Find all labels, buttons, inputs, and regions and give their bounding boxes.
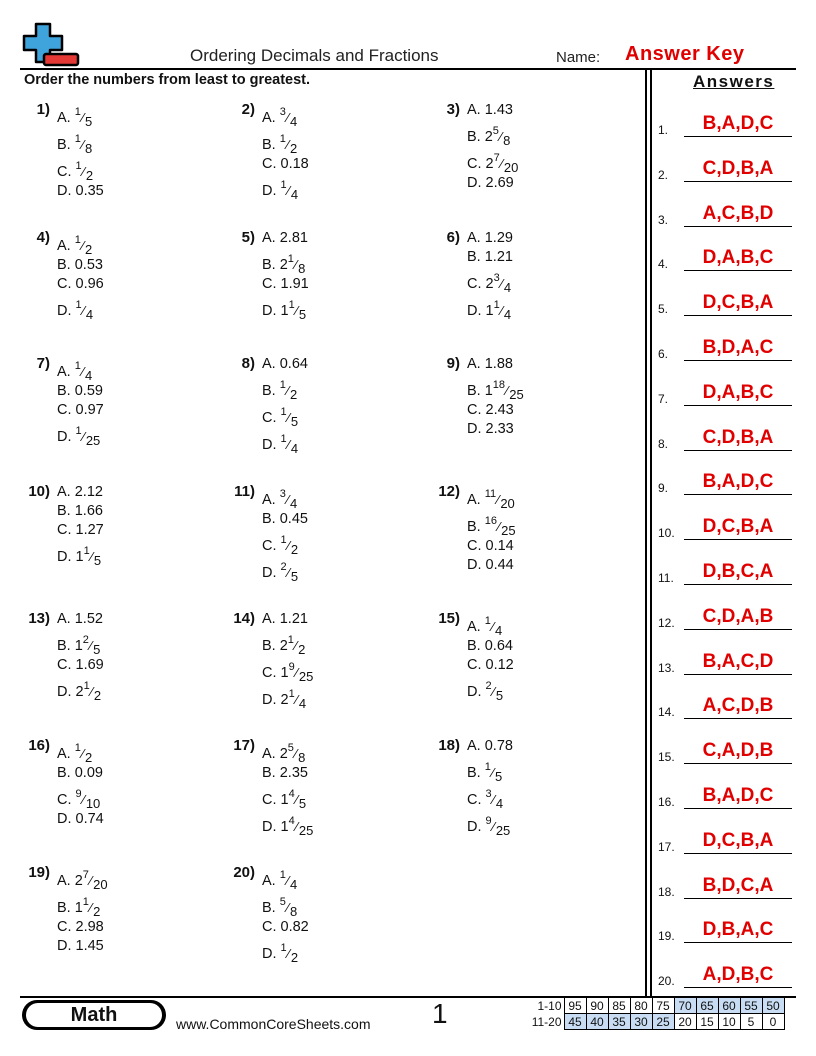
score-cell: 85 [608, 998, 630, 1014]
answer-line [684, 584, 792, 585]
score-cell: 40 [586, 1014, 608, 1030]
problem-number: 12) [438, 483, 460, 500]
problem-option: C. $^1⁄_5$ [262, 406, 299, 429]
problem-option: B. 0.64 [467, 638, 513, 654]
answer-number: 2. [658, 167, 669, 182]
answer-row [658, 785, 792, 809]
subject-label: Math [26, 1003, 162, 1027]
problem-option: C. 2.98 [57, 919, 104, 935]
problem-option: D. $1^4⁄_{25}$ [262, 815, 314, 838]
score-cell: 15 [696, 1014, 718, 1030]
answer-line [684, 360, 792, 361]
problem-option: D. 1.45 [57, 938, 104, 954]
problem-option: A. $^1⁄_4$ [467, 615, 503, 638]
answer-value: D,A,B,C [702, 381, 774, 403]
problem-number: 18) [438, 737, 460, 754]
problem-option: A. $2^5⁄_8$ [262, 742, 306, 765]
answer-row [658, 651, 792, 675]
answer-line [684, 181, 792, 182]
problem-number: 14) [233, 610, 255, 627]
name-label: Name: [556, 49, 601, 66]
score-cell: 75 [652, 998, 674, 1014]
problem-option: D. $^1⁄_{25}$ [57, 425, 101, 448]
answer-line [684, 315, 792, 316]
problem-option: B. $^{16}⁄_{25}$ [467, 515, 516, 538]
answer-row [658, 740, 792, 764]
problem-option: C. 0.18 [262, 156, 309, 172]
problem-option: D. 2.33 [467, 421, 514, 437]
answer-number: 15. [658, 750, 675, 765]
answer-number: 18. [658, 884, 675, 899]
answer-row [658, 875, 792, 899]
problem-option: D. $^1⁄_2$ [262, 942, 299, 965]
problem-option: B. $^5⁄_8$ [262, 896, 298, 919]
problem-option: A. $^3⁄_4$ [262, 106, 298, 129]
problem-option: B. $2^1⁄_2$ [262, 634, 306, 657]
score-cell: 80 [630, 998, 652, 1014]
answer-number: 12. [658, 615, 675, 630]
answer-value: D,C,B,A [702, 829, 774, 851]
problem-option: A. 2.81 [262, 230, 308, 246]
score-cell: 55 [740, 998, 762, 1014]
problem-option: D. $^1⁄_4$ [57, 299, 94, 322]
problem-option: D. 2.69 [467, 175, 514, 191]
answer-value: D,B,C,A [702, 561, 774, 582]
answer-number: 5. [658, 302, 669, 317]
score-cell: 20 [674, 1014, 696, 1030]
problem-number: 4) [36, 229, 50, 246]
problem-option: D. $^2⁄_5$ [467, 680, 504, 703]
problem-option: A. $^3⁄_4$ [262, 488, 298, 511]
answer-column-divider [645, 70, 647, 996]
answer-value: C,D,B,A [702, 157, 774, 179]
problem-number: 8) [241, 355, 255, 372]
answer-row [658, 203, 792, 227]
answer-line [684, 629, 792, 630]
answer-number: 3. [658, 212, 669, 227]
answer-number: 13. [658, 660, 675, 675]
answer-number: 19. [658, 929, 675, 944]
problem-option: A. 1.29 [467, 230, 513, 246]
answer-line [684, 674, 792, 675]
answer-line [684, 226, 792, 227]
problem-option: C. 1.69 [57, 657, 104, 673]
score-cell: 5 [740, 1014, 762, 1030]
problem-option: B. $^1⁄_5$ [467, 761, 503, 784]
answer-row [658, 919, 792, 943]
problem-option: C. $1^4⁄_5$ [262, 788, 307, 811]
answer-line [684, 898, 792, 899]
problem-option: A. 1.52 [57, 611, 103, 627]
problem-number: 17) [233, 737, 255, 754]
score-row-label: 11-20 [531, 1014, 562, 1029]
answer-value: B,A,C,D [702, 650, 774, 672]
problem-option: C. $2^3⁄_4$ [467, 272, 512, 295]
answer-number: 11. [658, 571, 674, 585]
answer-number: 10. [658, 526, 675, 541]
answer-value: B,D,A,C [702, 337, 774, 358]
score-cell: 30 [630, 1014, 652, 1030]
answer-line [684, 494, 792, 495]
score-cell: 95 [564, 998, 586, 1014]
problem-option: C. $2^7⁄_{20}$ [467, 152, 519, 175]
answers-heading: Answers [693, 72, 775, 91]
answer-line [684, 987, 792, 988]
plus-minus-logo-icon [22, 22, 80, 68]
problem-number: 20) [233, 864, 255, 881]
answer-row [658, 337, 792, 361]
answer-row [658, 964, 792, 988]
instructions: Order the numbers from least to greatest. [24, 72, 311, 88]
problem-option: A. $2^7⁄_{20}$ [57, 869, 108, 892]
answer-value: D,B,A,C [702, 919, 774, 941]
problem-option: D. $1^1⁄_5$ [57, 545, 102, 568]
problem-option: B. 2.35 [262, 765, 308, 781]
answer-row [658, 606, 792, 630]
problem-option: D. 0.35 [57, 183, 104, 199]
problem-option: D. $2^1⁄_2$ [57, 680, 102, 703]
problem-option: A. 1.88 [467, 356, 513, 372]
answer-number: 17. [658, 839, 675, 854]
worksheet-title: Ordering Decimals and Fractions [190, 46, 439, 65]
problem-option: C. 1.91 [262, 276, 309, 292]
answer-number: 9. [658, 481, 669, 496]
problem-number: 5) [241, 229, 255, 246]
problem-option: C. 0.96 [57, 276, 104, 292]
problem-option: B. $^1⁄_2$ [262, 133, 298, 156]
answer-line [684, 718, 792, 719]
answer-line [684, 853, 792, 854]
problem-option: A. 0.78 [467, 738, 513, 754]
page-number: 1 [432, 998, 448, 1029]
answer-value: C,D,B,A [702, 426, 774, 448]
problem-option: D. $^1⁄_4$ [262, 433, 299, 456]
footer-url: www.CommonCoreSheets.com [176, 1016, 371, 1032]
score-cell: 50 [762, 998, 784, 1014]
problem-number: 15) [438, 610, 460, 627]
problem-option: A. 2.12 [57, 484, 103, 500]
problem-option: B. $^1⁄_2$ [262, 379, 298, 402]
score-cell: 25 [652, 1014, 674, 1030]
score-cell: 35 [608, 1014, 630, 1030]
problem-number: 3) [446, 101, 460, 118]
problem-option: B. $^1⁄_8$ [57, 133, 93, 156]
score-row [528, 998, 784, 1014]
answer-row [658, 695, 792, 719]
answer-line [684, 942, 792, 943]
problem-option: A. 0.64 [262, 356, 308, 372]
problem-option: D. $1^1⁄_4$ [467, 299, 512, 322]
problem-number: 6) [446, 229, 460, 246]
problem-option: B. $2^5⁄_8$ [467, 125, 511, 148]
problem-option: C. 0.97 [57, 402, 104, 418]
problem-number: 11) [234, 483, 255, 500]
problem-option: B. 0.09 [57, 765, 103, 781]
problem-number: 7) [36, 355, 50, 372]
answer-row [658, 158, 792, 182]
score-cell: 70 [674, 998, 696, 1014]
problem-option: B. 0.45 [262, 511, 308, 527]
problem-option: C. $^1⁄_2$ [262, 534, 299, 557]
problem-number: 13) [28, 610, 50, 627]
problem-option: D. $2^1⁄_4$ [262, 688, 307, 711]
problem-number: 1) [36, 101, 50, 118]
answer-line [684, 136, 792, 137]
answer-column-divider [650, 70, 652, 996]
answer-number: 20. [658, 974, 675, 989]
answer-value: A,C,D,B [702, 695, 774, 717]
problem-number: 2) [241, 101, 255, 118]
answer-line [684, 270, 792, 271]
answer-row [658, 382, 792, 406]
answer-value: A,C,B,D [702, 202, 774, 224]
subject-badge [22, 1000, 166, 1030]
answer-value: D,C,B,A [702, 292, 774, 314]
problem-option: B. 1.21 [467, 249, 513, 265]
answer-row [658, 247, 792, 271]
answer-number: 8. [658, 436, 669, 451]
answer-row [658, 830, 792, 854]
answer-line [684, 405, 792, 406]
problem-option: A. $^1⁄_2$ [57, 742, 93, 765]
problem-option: C. 2.43 [467, 402, 514, 418]
problem-option: D. 0.74 [57, 811, 104, 827]
problem-number: 16) [28, 737, 50, 754]
problem-number: 9) [446, 355, 460, 372]
answer-value: B,D,C,A [702, 874, 774, 896]
problem-option: C. $^3⁄_4$ [467, 788, 504, 811]
score-table [528, 997, 785, 1030]
problem-number: 19) [28, 864, 50, 881]
problem-option: B. $1^2⁄_5$ [57, 634, 101, 657]
problem-option: C. 0.14 [467, 538, 514, 554]
score-cell: 0 [762, 1014, 784, 1030]
answer-number: 16. [658, 795, 675, 809]
problem-option: D. $1^1⁄_5$ [262, 299, 307, 322]
problem-option: C. $^1⁄_2$ [57, 160, 94, 183]
score-cell: 45 [564, 1014, 586, 1030]
problem-option: C. 0.82 [262, 919, 309, 935]
problem-option: C. $^9⁄_{10}$ [57, 788, 101, 811]
score-row [528, 1014, 784, 1030]
answer-value: D,A,B,C [702, 247, 774, 269]
answer-row [658, 516, 792, 540]
answer-line [684, 539, 792, 540]
problem-number: 10) [28, 483, 50, 500]
problem-option: C. $1^9⁄_{25}$ [262, 661, 314, 684]
answer-line [684, 808, 792, 809]
answer-value: C,D,A,B [702, 605, 774, 627]
answer-row [658, 113, 792, 137]
answer-value: B,A,D,C [702, 785, 774, 806]
answer-number: 6. [658, 347, 669, 361]
score-cell: 60 [718, 998, 740, 1014]
problem-option: B. $2^1⁄_8$ [262, 253, 306, 276]
answer-row [658, 427, 792, 451]
problem-option: C. 0.12 [467, 657, 514, 673]
problem-option: D. $^9⁄_{25}$ [467, 815, 511, 838]
score-cell: 90 [586, 998, 608, 1014]
problem-option: D. $^1⁄_4$ [262, 179, 299, 202]
problem-option: A. $^1⁄_4$ [57, 360, 93, 383]
score-cell: 65 [696, 998, 718, 1014]
problem-option: B. $1^{18}⁄_{25}$ [467, 379, 524, 402]
answer-value: B,A,D,C [702, 113, 774, 134]
score-row-label: 1-10 [537, 998, 562, 1013]
problem-option: A. 1.43 [467, 102, 513, 118]
answer-value: A,D,B,C [702, 964, 774, 986]
answer-number: 14. [658, 705, 675, 720]
answer-line [684, 450, 792, 451]
problem-option: B. 1.66 [57, 503, 103, 519]
answer-key-label: Answer Key [625, 43, 745, 65]
answer-line [684, 763, 792, 764]
answer-row [658, 471, 792, 495]
header-rule [20, 68, 796, 70]
problem-option: D. $^2⁄_5$ [262, 561, 299, 584]
score-cell: 10 [718, 1014, 740, 1030]
problem-option: B. $1^1⁄_2$ [57, 896, 101, 919]
answer-value: D,C,B,A [702, 516, 774, 538]
problem-option: D. 0.44 [467, 557, 514, 573]
answer-row [658, 561, 792, 585]
problem-option: A. 1.21 [262, 611, 308, 627]
problem-option: B. 0.59 [57, 383, 103, 399]
answer-number: 7. [658, 391, 669, 406]
problem-option: A. $^{11}⁄_{20}$ [467, 488, 515, 511]
problem-option: B. 0.53 [57, 257, 103, 273]
answer-number: 1. [658, 123, 669, 137]
answer-row [658, 292, 792, 316]
problem-option: A. $^1⁄_4$ [262, 869, 298, 892]
answer-value: B,A,D,C [702, 471, 774, 493]
answer-value: C,A,D,B [702, 740, 774, 762]
answer-number: 4. [658, 257, 669, 272]
problem-option: C. 1.27 [57, 522, 104, 538]
problem-option: A. $^1⁄_2$ [57, 234, 93, 257]
problem-option: A. $^1⁄_5$ [57, 106, 93, 129]
